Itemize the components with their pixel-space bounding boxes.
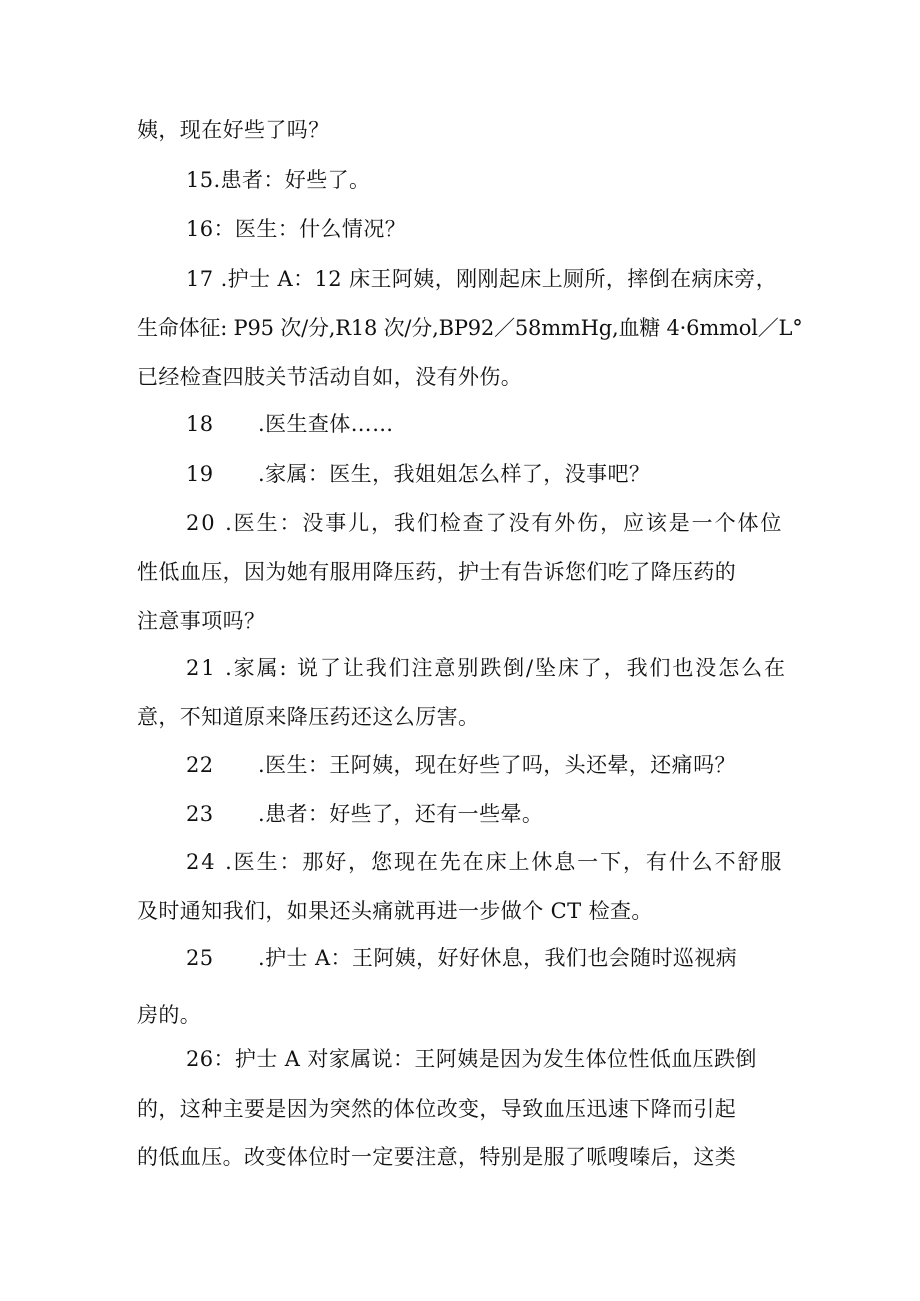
line-number: 18 [186, 412, 214, 436]
text-line: .家属：医生，我姐姐怎么样了，没事吧？ [258, 462, 651, 486]
text-line: .患者：好些了，还有一些晕。 [258, 802, 544, 826]
text-line: 26：护士 A 对家属说：王阿姨是因为发生体位性低血压跌倒 [186, 1047, 757, 1071]
text-line: 16：医生：什么情况？ [186, 217, 407, 241]
text-line: .医生查体…… [258, 412, 394, 436]
text-line: 21 .家属: 说了让我们注意别跌倒/坠床了，我们也没怎么在 [186, 656, 787, 680]
line-number: 23 [186, 802, 214, 826]
text-line: 已经检查四肢关节活动自如，没有外伤。 [137, 365, 523, 389]
line-number: 19 [186, 462, 214, 486]
text-line: 24 .医生：那好，您现在先在床上休息一下，有什么不舒服 [186, 850, 784, 874]
text-line: 17 .护士 A：12 床王阿姨，刚刚起床上厕所，摔倒在病床旁， [186, 267, 778, 291]
text-line: 注意事项吗？ [137, 609, 266, 633]
text-line: 性低血压，因为她有服用降压药，护士有告诉您们吃了降压药的 [137, 560, 737, 584]
text-line: .医生：王阿姨，现在好些了吗，头还晕，还痛吗？ [258, 753, 736, 777]
text-line: 姨，现在好些了吗？ [137, 118, 330, 142]
line-number: 25 [186, 946, 214, 970]
text-line: 20 .医生：没事儿，我们检查了没有外伤，应该是一个体位 [186, 511, 784, 535]
text-line: 意，不知道原来降压药还这么厉害。 [137, 705, 480, 729]
line-number: 22 [186, 753, 214, 777]
text-line: .护士 A：王阿姨，好好休息，我们也会随时巡视病 [258, 946, 738, 970]
text-line: 及时通知我们，如果还头痛就再进一步做个 CT 检查。 [137, 899, 653, 923]
text-line: 的低血压。改变体位时一定要注意，特别是服了哌嗖嗪后，这类 [137, 1145, 737, 1169]
text-line: 15.患者：好些了。 [186, 168, 371, 192]
text-line: 生命体征: P95 次/分,R18 次/分,BP92／58mmHg,血糖 4·6mmol／L° [137, 316, 803, 340]
text-line: 的，这种主要是因为突然的体位改变，导致血压迅速下降而引起 [137, 1097, 737, 1121]
text-line: 房的。 [137, 1003, 202, 1027]
